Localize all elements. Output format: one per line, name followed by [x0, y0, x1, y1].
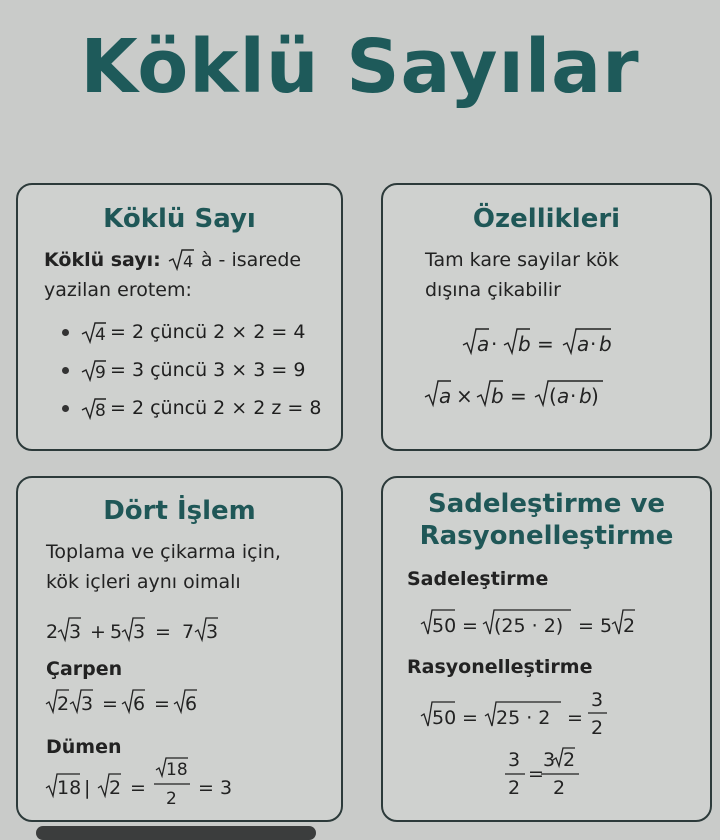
- svg-text:=: =: [462, 707, 478, 729]
- svg-text:50: 50: [432, 707, 457, 729]
- svg-text:=: =: [567, 707, 583, 729]
- sqrt-icon: [81, 358, 107, 382]
- svg-text:2: 2: [57, 693, 70, 715]
- svg-text:a: a: [477, 332, 490, 356]
- bullet-text: = 3 çüncü 3 × 3 = 9: [110, 359, 306, 381]
- svg-text:2: 2: [508, 777, 521, 799]
- formula-addition: [40, 610, 340, 646]
- svg-text:b: b: [599, 332, 612, 356]
- sqrt-icon: [167, 247, 195, 271]
- svg-text:2: 2: [591, 717, 604, 739]
- svg-text:·: ·: [570, 384, 577, 408]
- svg-text:5: 5: [110, 621, 123, 643]
- svg-text:3: 3: [591, 689, 604, 711]
- svg-text:·: ·: [590, 332, 597, 356]
- card-line: dışına çikabilir: [425, 279, 561, 301]
- svg-text:=: =: [537, 332, 554, 356]
- list-item: [62, 389, 341, 427]
- bullet-radicand: 9: [95, 363, 106, 382]
- bullet-radicand: 4: [95, 325, 106, 344]
- card-title: Dört İşlem: [103, 496, 256, 526]
- svg-text:(: (: [549, 384, 557, 408]
- svg-text:=: =: [198, 777, 214, 799]
- page-title: Köklü Sayılar: [80, 24, 640, 110]
- subheading-rasyonellestirme: Rasyonelleştirme: [407, 656, 593, 678]
- svg-text:25 · 2: 25 · 2: [496, 707, 551, 729]
- svg-text:5: 5: [600, 615, 613, 637]
- card-line: Toplama ve çikarma için,: [46, 541, 281, 563]
- card-line: kök içleri aynı oimalı: [46, 571, 241, 593]
- svg-text:6: 6: [133, 693, 146, 715]
- svg-text:3: 3: [81, 693, 94, 715]
- bullet-icon: [62, 329, 69, 336]
- card-title-line1: Sadeleştirme ve: [427, 489, 666, 519]
- subheading-dumen: Dümen: [46, 736, 122, 758]
- card-sadelestirme: [381, 476, 712, 822]
- svg-text:2: 2: [46, 621, 59, 643]
- svg-text:2: 2: [623, 615, 636, 637]
- formula-rationalize: [393, 684, 703, 814]
- svg-text:a: a: [577, 332, 590, 356]
- card-title-line2: Rasyonelleştirme: [419, 521, 674, 551]
- svg-text:b: b: [518, 332, 531, 356]
- card-intro: [44, 245, 341, 275]
- svg-text:): ): [591, 384, 599, 408]
- formula-simplify: [393, 602, 703, 642]
- sqrt-icon: [81, 320, 107, 344]
- card-title: Özellikleri: [472, 204, 621, 234]
- subheading-carpen: Çarpen: [46, 658, 123, 680]
- svg-text:2: 2: [563, 749, 576, 771]
- formula-multiplication: [40, 682, 340, 718]
- svg-text:18: 18: [57, 777, 82, 799]
- svg-text:=: =: [102, 693, 118, 715]
- svg-text:50: 50: [432, 615, 457, 637]
- svg-text:=: =: [578, 615, 594, 637]
- svg-text:b: b: [579, 384, 592, 408]
- bullet-icon: [62, 405, 69, 412]
- bullet-icon: [62, 367, 69, 374]
- svg-text:2: 2: [553, 777, 566, 799]
- svg-text:3: 3: [220, 777, 233, 799]
- svg-text:=: =: [528, 763, 544, 785]
- intro-rest: à - isarede: [200, 249, 302, 271]
- card-ozellikleri: [381, 183, 712, 451]
- svg-text:=: =: [155, 621, 171, 643]
- list-item: [62, 313, 341, 351]
- bullet-text: = 2 çüncü 2 × 2 = 4: [110, 321, 306, 343]
- svg-text:·: ·: [491, 332, 498, 356]
- svg-text:a: a: [557, 384, 570, 408]
- svg-text:=: =: [130, 777, 146, 799]
- bullet-radicand: 8: [95, 401, 106, 420]
- svg-text:2: 2: [109, 777, 122, 799]
- card-dort-islem: [16, 476, 343, 822]
- svg-text:3: 3: [543, 749, 556, 771]
- formula-product-rule: [403, 321, 703, 431]
- card-title: Köklü Sayı: [103, 204, 256, 234]
- intro-radicand: 4: [182, 252, 194, 271]
- svg-text:7: 7: [182, 621, 195, 643]
- intro-line2: yazilan erotem:: [44, 279, 192, 301]
- svg-text:3: 3: [508, 749, 521, 771]
- svg-text:=: =: [510, 384, 527, 408]
- list-item: [62, 351, 341, 389]
- svg-text:3: 3: [133, 621, 146, 643]
- svg-text:×: ×: [456, 384, 473, 408]
- subheading-sadelestirme: Sadeleştirme: [407, 568, 549, 590]
- intro-label: Köklü sayı:: [44, 249, 161, 271]
- svg-text:a: a: [439, 384, 452, 408]
- sqrt-icon: [81, 396, 107, 420]
- svg-text:|: |: [84, 777, 91, 799]
- svg-text:b: b: [491, 384, 504, 408]
- home-indicator[interactable]: [36, 826, 316, 840]
- card-line: Tam kare sayilar kök: [425, 249, 619, 271]
- svg-text:(25 · 2): (25 · 2): [494, 615, 564, 637]
- bullet-text: = 2 çüncü 2 × 2 z = 8: [110, 397, 322, 419]
- card-koklu-sayi: [16, 183, 343, 451]
- svg-text:18: 18: [166, 760, 188, 780]
- svg-text:2: 2: [166, 789, 177, 809]
- svg-text:+: +: [90, 621, 106, 643]
- svg-text:6: 6: [185, 693, 198, 715]
- svg-text:=: =: [154, 693, 170, 715]
- svg-text:3: 3: [206, 621, 219, 643]
- svg-text:=: =: [462, 615, 478, 637]
- svg-text:3: 3: [69, 621, 82, 643]
- formula-division: [40, 754, 340, 818]
